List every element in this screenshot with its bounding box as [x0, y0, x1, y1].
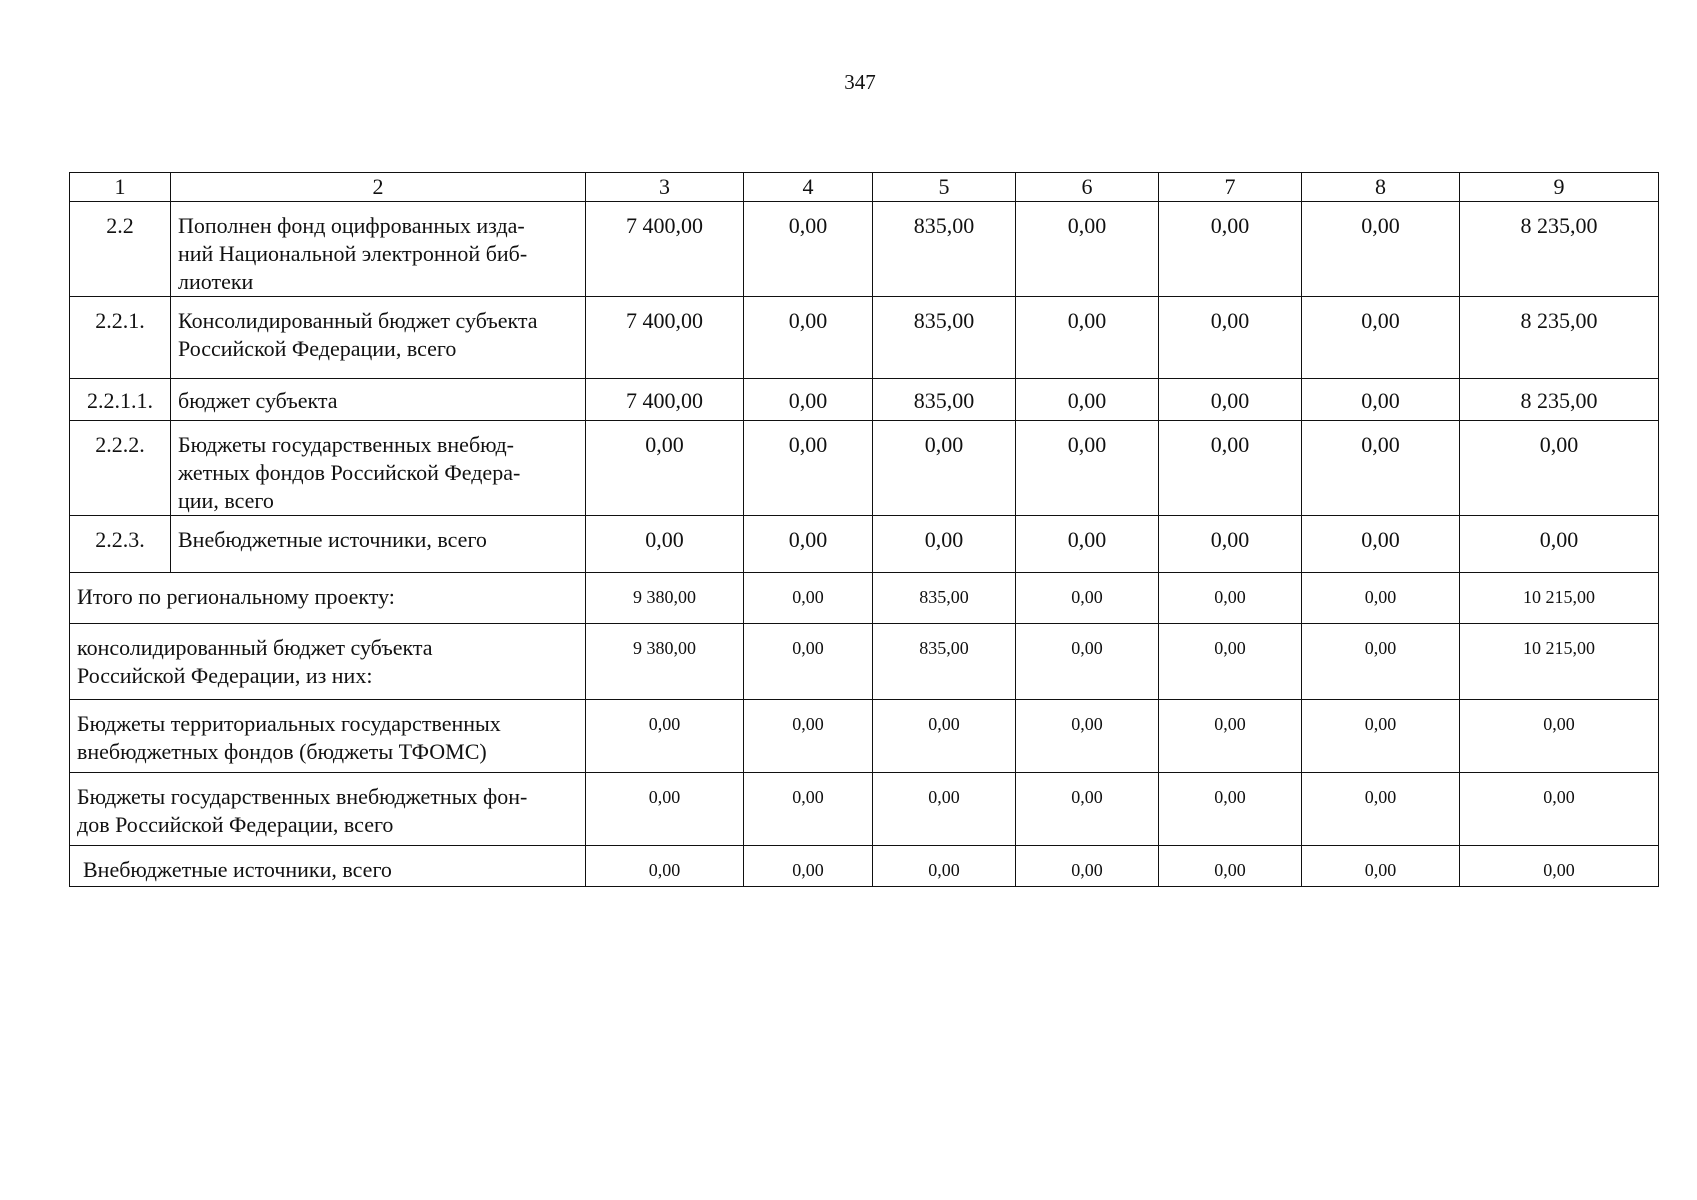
- column-number: 6: [1016, 173, 1159, 202]
- row-name-line: Российской Федерации, всего: [178, 336, 457, 361]
- cell-value: 0,00: [1159, 773, 1302, 846]
- cell-value: 0,00: [1016, 379, 1159, 421]
- cell-value: 7 400,00: [586, 379, 744, 421]
- cell-value: 0,00: [586, 846, 744, 887]
- row-number: 2.2: [70, 202, 171, 297]
- row-name-line: Российской Федерации, из них:: [77, 663, 373, 688]
- budget-table: [69, 172, 1659, 887]
- cell-value: 0,00: [1302, 573, 1460, 624]
- cell-value: 0,00: [1159, 700, 1302, 773]
- column-number: 5: [873, 173, 1016, 202]
- row-number: 2.2.1.: [70, 297, 171, 379]
- row-name-line: дов Российской Федерации, всего: [77, 812, 394, 837]
- row-name-line: Бюджеты государственных внебюд-: [178, 432, 514, 457]
- row-name-line: Консолидированный бюджет субъекта: [178, 308, 538, 333]
- row-name-line: Внебюджетные источники, всего: [178, 527, 487, 552]
- column-number-row: [70, 173, 1659, 202]
- cell-value: 8 235,00: [1460, 379, 1659, 421]
- total-row-name: [70, 700, 586, 773]
- cell-value: 0,00: [873, 516, 1016, 573]
- cell-value: 0,00: [1159, 573, 1302, 624]
- cell-value: 0,00: [1302, 700, 1460, 773]
- cell-value: 0,00: [1016, 846, 1159, 887]
- cell-value: 10 215,00: [1460, 573, 1659, 624]
- cell-value: 0,00: [1302, 202, 1460, 297]
- cell-value: 0,00: [1159, 516, 1302, 573]
- cell-value: 0,00: [1302, 846, 1460, 887]
- cell-value: 0,00: [1016, 202, 1159, 297]
- cell-value: 0,00: [744, 202, 873, 297]
- row-name-line: ний Национальной электронной биб-: [178, 241, 528, 266]
- cell-value: 0,00: [1159, 624, 1302, 700]
- table-row: [70, 297, 1659, 379]
- cell-value: 0,00: [1302, 516, 1460, 573]
- column-number: 1: [70, 173, 171, 202]
- cell-value: 0,00: [744, 624, 873, 700]
- row-name-line: Бюджеты территориальных государственных: [77, 711, 501, 736]
- row-name: [171, 516, 586, 573]
- total-row: [70, 846, 1659, 887]
- cell-value: 0,00: [1302, 773, 1460, 846]
- total-row: [70, 573, 1659, 624]
- cell-value: 7 400,00: [586, 202, 744, 297]
- total-row-name: [70, 846, 586, 887]
- row-name-line: бюджет субъекта: [178, 388, 338, 413]
- column-number: 9: [1460, 173, 1659, 202]
- cell-value: 835,00: [873, 624, 1016, 700]
- row-name-line: Бюджеты государственных внебюджетных фон-: [77, 784, 528, 809]
- cell-value: 0,00: [1302, 624, 1460, 700]
- total-row-name: [70, 624, 586, 700]
- row-name: [171, 379, 586, 421]
- row-name: [171, 421, 586, 516]
- cell-value: 0,00: [1460, 421, 1659, 516]
- cell-value: 0,00: [586, 700, 744, 773]
- cell-value: 0,00: [744, 700, 873, 773]
- total-row-name: [70, 773, 586, 846]
- row-name-line: ции, всего: [178, 488, 274, 513]
- row-number: 2.2.2.: [70, 421, 171, 516]
- cell-value: 0,00: [1159, 379, 1302, 421]
- cell-value: 835,00: [873, 573, 1016, 624]
- total-row-name: [70, 573, 586, 624]
- cell-value: 0,00: [1016, 297, 1159, 379]
- cell-value: 0,00: [1159, 202, 1302, 297]
- cell-value: 0,00: [586, 516, 744, 573]
- row-name-line: консолидированный бюджет субъекта: [77, 635, 433, 660]
- column-number: 2: [171, 173, 586, 202]
- cell-value: 0,00: [744, 379, 873, 421]
- cell-value: 0,00: [1016, 624, 1159, 700]
- column-number: 4: [744, 173, 873, 202]
- cell-value: 0,00: [1460, 773, 1659, 846]
- cell-value: 0,00: [744, 297, 873, 379]
- table-row: [70, 421, 1659, 516]
- column-number: 7: [1159, 173, 1302, 202]
- cell-value: 7 400,00: [586, 297, 744, 379]
- cell-value: 8 235,00: [1460, 297, 1659, 379]
- row-name-line: Пополнен фонд оцифрованных изда-: [178, 213, 525, 238]
- cell-value: 9 380,00: [586, 624, 744, 700]
- cell-value: 0,00: [744, 421, 873, 516]
- cell-value: 0,00: [1302, 297, 1460, 379]
- cell-value: 0,00: [1016, 773, 1159, 846]
- cell-value: 0,00: [586, 773, 744, 846]
- cell-value: 0,00: [873, 846, 1016, 887]
- cell-value: 0,00: [1302, 421, 1460, 516]
- cell-value: 9 380,00: [586, 573, 744, 624]
- total-row: [70, 773, 1659, 846]
- cell-value: 0,00: [1302, 379, 1460, 421]
- row-name: [171, 297, 586, 379]
- cell-value: 0,00: [744, 846, 873, 887]
- cell-value: 0,00: [1016, 421, 1159, 516]
- cell-value: 0,00: [1460, 700, 1659, 773]
- cell-value: 0,00: [1159, 297, 1302, 379]
- cell-value: 0,00: [1016, 700, 1159, 773]
- row-number: 2.2.1.1.: [70, 379, 171, 421]
- cell-value: 835,00: [873, 202, 1016, 297]
- cell-value: 0,00: [1460, 516, 1659, 573]
- cell-value: 0,00: [744, 773, 873, 846]
- cell-value: 8 235,00: [1460, 202, 1659, 297]
- cell-value: 0,00: [873, 773, 1016, 846]
- cell-value: 0,00: [1159, 846, 1302, 887]
- table-row: [70, 379, 1659, 421]
- row-name-line: Итого по региональному проекту:: [77, 584, 395, 609]
- cell-value: 835,00: [873, 297, 1016, 379]
- cell-value: 0,00: [873, 700, 1016, 773]
- row-name: [171, 202, 586, 297]
- row-number: 2.2.3.: [70, 516, 171, 573]
- cell-value: 0,00: [586, 421, 744, 516]
- column-number: 8: [1302, 173, 1460, 202]
- cell-value: 0,00: [873, 421, 1016, 516]
- cell-value: 0,00: [744, 516, 873, 573]
- cell-value: 0,00: [1016, 573, 1159, 624]
- table-row: [70, 202, 1659, 297]
- column-number: 3: [586, 173, 744, 202]
- row-name-line: лиотеки: [178, 269, 254, 294]
- cell-value: 835,00: [873, 379, 1016, 421]
- cell-value: 0,00: [1159, 421, 1302, 516]
- cell-value: 0,00: [1016, 516, 1159, 573]
- table-row: [70, 516, 1659, 573]
- cell-value: 10 215,00: [1460, 624, 1659, 700]
- row-name-line: жетных фондов Российской Федера-: [178, 460, 521, 485]
- cell-value: 0,00: [1460, 846, 1659, 887]
- cell-value: 0,00: [744, 573, 873, 624]
- row-name-line: Внебюджетные источники, всего: [83, 857, 392, 882]
- total-row: [70, 624, 1659, 700]
- page-number: 347: [844, 70, 876, 94]
- row-name-line: внебюджетных фондов (бюджеты ТФОМС): [77, 739, 487, 764]
- total-row: [70, 700, 1659, 773]
